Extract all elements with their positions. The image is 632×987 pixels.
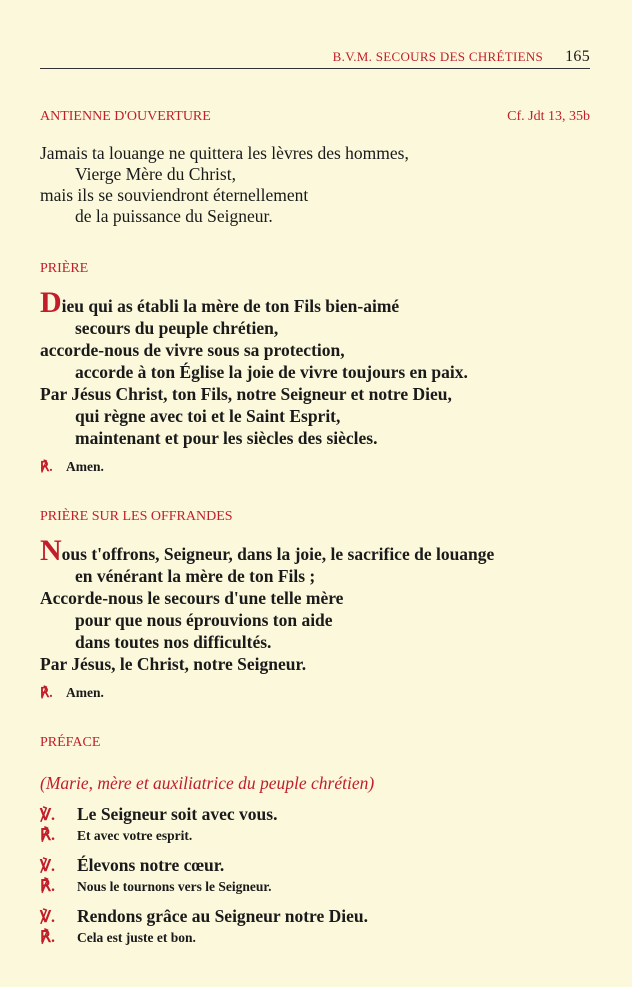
response-symbol: ℟. — [40, 929, 55, 946]
versicle-symbol: ℣. — [40, 858, 55, 875]
priere-line: accorde-nous de vivre sous sa protection, — [40, 340, 345, 360]
antienne-text — [40, 143, 590, 227]
offrandes-line: en vénérant la mère de ton Fils ; — [75, 566, 316, 586]
offrandes-dropcap: N — [40, 534, 62, 567]
priere-line: secours du peuple chrétien, — [75, 318, 279, 338]
offrandes-response — [40, 685, 590, 701]
priere-line: maintenant et pour les siècles des siècles. — [75, 428, 378, 448]
priere-line — [40, 286, 590, 319]
priere-line: Par Jésus Christ, ton Fils, notre Seigneur et notre Dieu, — [40, 384, 452, 404]
priere-line: qui règne avec toi et le Saint Esprit, — [75, 406, 341, 426]
antienne-line: mais ils se souviendront éternellement — [40, 185, 309, 205]
response-text: Nous le tournons vers le Seigneur. — [77, 879, 272, 894]
response-symbol: ℟. — [40, 827, 55, 844]
offrandes-text — [40, 534, 590, 675]
antienne-line: Jamais ta louange ne quittera les lèvres des hommes, — [40, 143, 409, 163]
preface-title: PRÉFACE — [40, 735, 101, 750]
versicle-text: Rendons grâce au Seigneur notre Dieu. — [77, 906, 369, 926]
offrandes-line: Par Jésus, le Christ, notre Seigneur. — [40, 654, 307, 674]
priere-response — [40, 459, 590, 475]
running-header — [40, 48, 590, 69]
preface-dialogue — [40, 803, 590, 947]
offrandes-line: Accorde-nous le secours d'une telle mère — [40, 588, 344, 608]
offrandes-title: PRIÈRE SUR LES OFFRANDES — [40, 509, 233, 524]
response-symbol: ℟. — [40, 685, 53, 700]
versicle — [40, 854, 590, 876]
page — [40, 48, 590, 947]
versicle — [40, 803, 590, 825]
response-text: Et avec votre esprit. — [77, 828, 193, 843]
response-text: Cela est juste et bon. — [77, 930, 196, 945]
antienne-line: de la puissance du Seigneur. — [75, 206, 273, 226]
offrandes-line — [40, 534, 590, 567]
response-text: Amen. — [66, 685, 104, 700]
versicle-text: Élevons notre cœur. — [77, 855, 225, 875]
antienne-title: ANTIENNE D'OUVERTURE — [40, 109, 211, 124]
versicle — [40, 905, 590, 927]
priere-title: PRIÈRE — [40, 261, 89, 276]
versicle-text: Le Seigneur soit avec vous. — [77, 804, 278, 824]
response-symbol: ℟. — [40, 459, 53, 474]
priere-first-line: ieu qui as établi la mère de ton Fils bien-aimé — [61, 296, 400, 316]
offrandes-first-line: ous t'offrons, Seigneur, dans la joie, le sacrifice de louange — [61, 544, 495, 564]
response-symbol: ℟. — [40, 878, 55, 895]
versicle-symbol: ℣. — [40, 909, 55, 926]
antienne-heading — [40, 109, 590, 125]
offrandes-line: pour que nous éprouvions ton aide — [75, 610, 333, 630]
preface-subtitle: (Marie, mère et auxiliatrice du peuple chrétien) — [40, 773, 375, 793]
priere-line: accorde à ton Église la joie de vivre toujours en paix. — [75, 362, 468, 382]
response — [40, 825, 590, 845]
antienne-reference: Cf. Jdt 13, 35b — [507, 109, 590, 124]
priere-dropcap: D — [40, 286, 62, 319]
response — [40, 927, 590, 947]
offrandes-line: dans toutes nos difficultés. — [75, 632, 272, 652]
response-text: Amen. — [66, 459, 104, 474]
priere-text — [40, 286, 590, 449]
versicle-symbol: ℣. — [40, 807, 55, 824]
page-number: 165 — [565, 48, 590, 65]
response — [40, 876, 590, 896]
running-title: B.V.M. SECOURS DES CHRÉTIENS — [332, 49, 544, 64]
antienne-line: Vierge Mère du Christ, — [75, 164, 236, 184]
